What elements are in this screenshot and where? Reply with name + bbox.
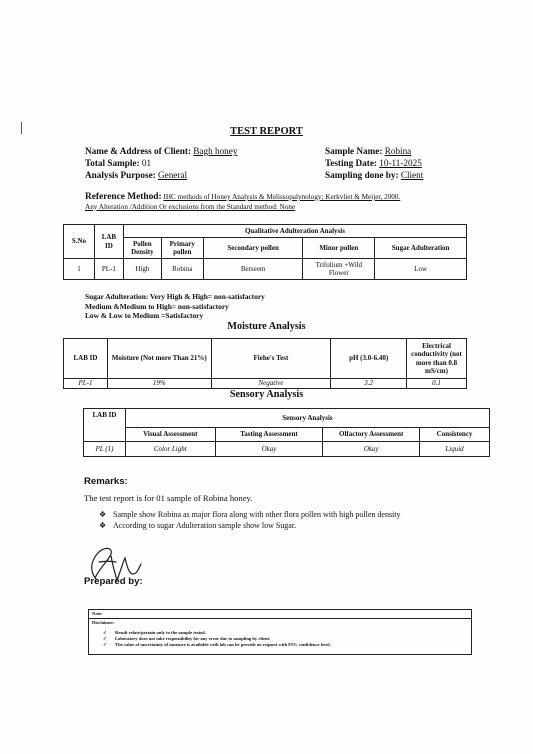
reference-label: Reference Method:	[85, 192, 162, 202]
sugar-adulteration-legend	[85, 292, 265, 321]
alteration-note: Any Alteration /Addition Or exclusions from the Standard method: None	[85, 202, 296, 211]
cell-primary-pollen: Robina	[161, 259, 203, 280]
qualitative-group-header: Qualitative Adulteration Analysis	[123, 225, 466, 238]
client-name-row	[85, 145, 237, 157]
sampling-row	[325, 169, 423, 181]
disclaimer-list	[103, 630, 331, 648]
remarks-bullets	[99, 509, 401, 531]
table-row	[64, 379, 467, 389]
sampling-value: Client	[400, 170, 424, 180]
list-item: ❖ Sample show Robina as major flora along with other flora pollen with high pollen density	[99, 510, 401, 519]
remarks-title: Remarks:	[84, 476, 128, 487]
sensory-section-title: Sensory Analysis	[229, 389, 304, 400]
moisture-section-title: Moisture Analysis	[227, 321, 306, 332]
prepared-by-label: Prepared by:	[84, 576, 143, 587]
cell-ph: 3.2	[331, 379, 407, 389]
total-sample-label: Total Sample:	[85, 158, 140, 168]
divider	[89, 618, 471, 619]
col-lab-id-header: LAB ID	[94, 225, 123, 259]
report-title: TEST REPORT	[230, 126, 303, 137]
qualitative-adulteration-table	[63, 224, 467, 280]
col-visual-header: Visual Assessment	[125, 428, 215, 442]
testing-date-value: 10-11-2025	[379, 158, 422, 168]
col-moisture-header: Moisture (Not more Than 21%)	[107, 339, 211, 379]
cell-olfactory: Okay	[323, 442, 420, 457]
col-pollen-density-header: Pollen Density	[123, 238, 161, 259]
col-lab-id-header: LAB ID	[84, 409, 126, 442]
reference-method	[85, 193, 465, 212]
col-olfactory-header: Olfactory Assessment	[323, 428, 420, 442]
diamond-bullet-icon: ❖	[99, 510, 107, 519]
total-sample-row	[85, 157, 237, 169]
table-row	[64, 259, 467, 280]
moisture-analysis-table	[63, 338, 467, 389]
testing-date-label: Testing Date:	[325, 158, 377, 168]
col-ec-header: Electrical conductivity (not more than 0.8 mS/cm)	[407, 339, 467, 379]
col-fiehe-header: Fiehe's Test	[211, 339, 331, 379]
table-row	[84, 442, 490, 457]
sampling-label: Sampling done by:	[325, 170, 399, 180]
cell-sno: 1	[64, 259, 95, 280]
col-tasting-header: Tasting Assessment	[215, 428, 323, 442]
list-item: ✓ Laboratory does not take responsibility for any error due to sampling by client.	[103, 636, 271, 641]
col-sno-header: S.No	[64, 225, 95, 259]
cell-lab-id: PL-1	[94, 259, 123, 280]
reference-value: IHC methods of Honey Analysis & Melissopalynology; Kerkvliet & Meijer, 2000.	[163, 193, 401, 201]
analysis-purpose-row	[85, 169, 237, 181]
testing-date-row	[325, 157, 423, 169]
sample-name-row	[325, 145, 423, 157]
client-info	[85, 145, 237, 181]
cell-pollen-density: High	[123, 259, 161, 280]
cell-fiehe: Negative	[211, 379, 331, 389]
client-name-label: Name & Address of Client:	[85, 146, 191, 156]
col-minor-pollen-header: Minor pollen	[303, 238, 375, 259]
list-item: ✓ Result relate/pertain only to the sample tested.	[103, 630, 206, 635]
col-lab-id-header: LAB ID	[64, 339, 108, 379]
disclaimer-label: Disclaimer:	[92, 620, 115, 625]
check-icon: ✓	[103, 630, 107, 635]
client-name-value: Bagh honey	[193, 146, 238, 156]
col-ph-header: pH (3.0-6.40)	[331, 339, 407, 379]
col-consistency-header: Consistency	[420, 428, 490, 442]
analysis-purpose-value: General	[158, 170, 188, 180]
cell-ec: 0.1	[407, 379, 467, 389]
check-icon: ✓	[103, 642, 107, 647]
list-item: ❖ According to sugar Adulteration sample show low Sugar.	[99, 521, 297, 530]
sample-info	[325, 145, 423, 181]
col-primary-pollen-header: Primary pollen	[161, 238, 203, 259]
remarks-text: The test report is for 01 sample of Robina honey.	[84, 493, 253, 503]
list-item: ✓ The value of uncertainty of measure is available with lab can be provide on request with 95% confidence level.	[103, 642, 331, 647]
note-label: Note:	[92, 611, 103, 616]
col-secondary-pollen-header: Secondary pollen	[203, 238, 303, 259]
cell-visual: Color Light	[125, 442, 215, 457]
legend-line: Sugar Adulteration: Very High & High= non-satisfactory	[85, 292, 265, 301]
col-sugar-adulteration-header: Sugar Adulteration	[375, 238, 467, 259]
note-disclaimer-box	[88, 609, 472, 655]
legend-line: Low & Low to Medium =Satisfactory	[85, 311, 204, 321]
check-icon: ✓	[103, 636, 107, 641]
cell-minor-pollen: Trifolium +Wild Flower	[303, 259, 375, 280]
cell-secondary-pollen: Berseem	[203, 259, 303, 280]
sample-name-value: Robina	[384, 146, 412, 156]
diamond-bullet-icon: ❖	[99, 521, 107, 530]
cell-lab-id: PL (1)	[84, 442, 126, 457]
analysis-purpose-label: Analysis Purpose:	[85, 170, 156, 180]
sensory-group-header: Sensory Analysis	[125, 409, 489, 428]
cell-lab-id: PL-1	[64, 379, 108, 389]
cell-consistency: Liquid	[420, 442, 490, 457]
legend-line: Medium &Medium to High= non-satisfactory	[85, 301, 229, 311]
cell-tasting: Okay	[215, 442, 323, 457]
sensory-analysis-table	[83, 408, 490, 457]
cell-sugar-adulteration: Low	[375, 259, 467, 280]
cell-moisture: 19%	[107, 379, 211, 389]
sample-name-label: Sample Name:	[325, 146, 383, 156]
total-sample-value: 01	[141, 158, 152, 168]
